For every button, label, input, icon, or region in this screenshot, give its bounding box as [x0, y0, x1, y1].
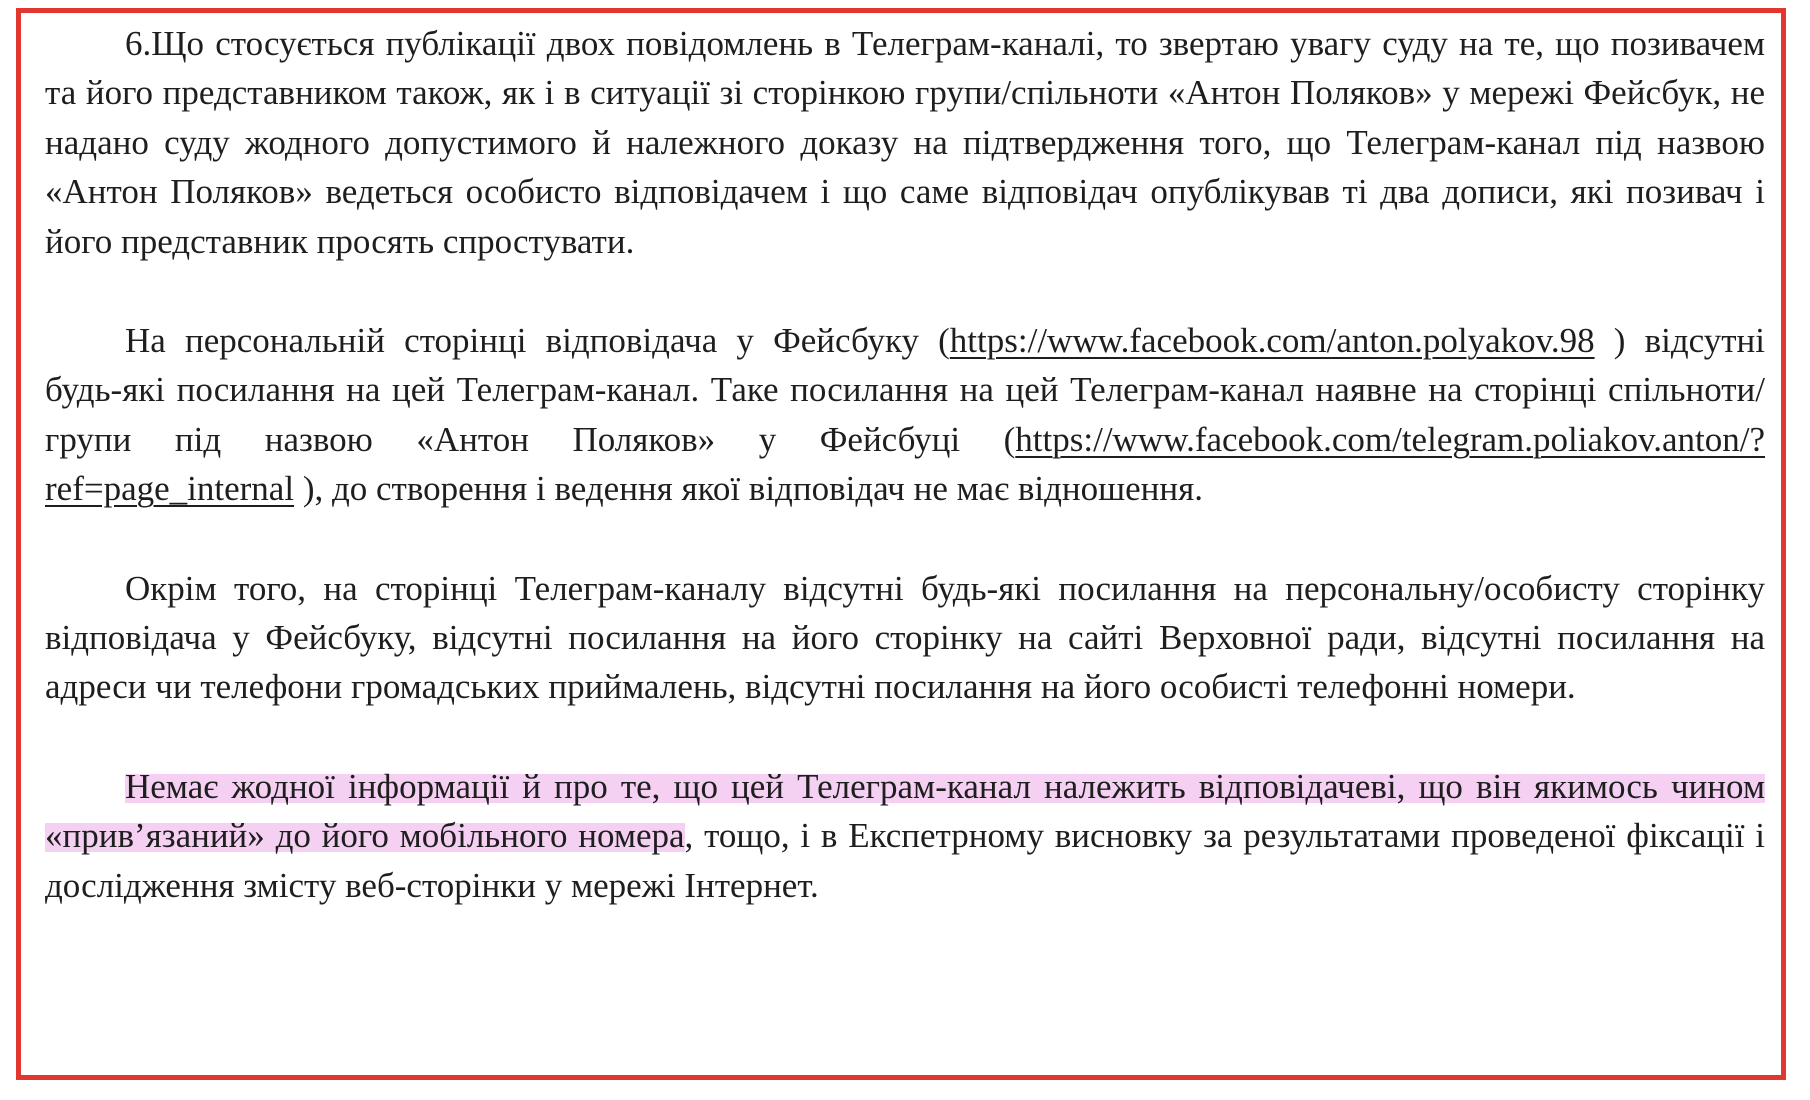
paragraph-missing-links: [45, 564, 1765, 712]
paragraph-text: ), до створення і ведення якої відповідач не має відношення.: [294, 469, 1203, 509]
document-excerpt: [45, 19, 1765, 910]
highlighted-text: Немає жодної інформації й про те, що цей Телеграм-канал належить відповідачеві, що він якимось чином «прив’язаний» до його мобільного номера: [45, 766, 1765, 856]
paragraph-no-information: [45, 762, 1765, 910]
facebook-group-link[interactable]: https://www.facebook.com/telegram.poliakov.anton/?ref=page_internal: [45, 419, 1765, 509]
paragraph-telegram-publications: [45, 19, 1765, 266]
paragraph-text: 6.Що стосується публікації двох повідомлень в Телеграм-каналі, то звертаю увагу суду на те, що позивачем та його представником також, як і в ситуації зі сторінкою групи/спільноти «Антон Поляков» у мережі Фейсбук, не надано суду жодного допустимого й належного доказу на підтвердження того, що Телеграм-канал під назвою «Антон Поляков» ведеться особисто відповідачем і що саме відповідач опублікував ті два дописи, які позивач і його представник просять спростувати.: [45, 24, 1765, 261]
paragraph-gap: [45, 712, 1765, 762]
document-frame: [16, 8, 1786, 1080]
paragraph-text: Окрім того, на сторінці Телеграм-каналу відсутні будь-які посилання на персональну/особисту сторінку відповідача у Фейсбуку, відсутні посилання на його сторінку на сайті Верховної ради, відсутні посилання на адреси чи телефони громадських приймалень, відсутні посилання на його особисті телефонні номери.: [45, 568, 1765, 707]
paragraph-text: На персональній сторінці відповідача у Фейсбуку (: [125, 321, 950, 361]
paragraph-text: , тощо, і в Експетрному висновку за результатами проведеної фіксації і дослідження змісту веб-сторінки у мережі Інтернет.: [45, 816, 1765, 905]
paragraph-gap: [45, 514, 1765, 564]
facebook-personal-link[interactable]: https://www.facebook.com/anton.polyakov.98: [949, 321, 1595, 361]
paragraph-personal-page: [45, 316, 1765, 514]
paragraph-gap: [45, 266, 1765, 316]
paragraph-text: ) відсутні будь-які посилання на цей Телеграм-канал. Таке посилання на цей Телеграм-канал наявне на сторінці спільноти/групи під назвою «Антон Поляков» у Фейсбуці (: [45, 321, 1765, 459]
